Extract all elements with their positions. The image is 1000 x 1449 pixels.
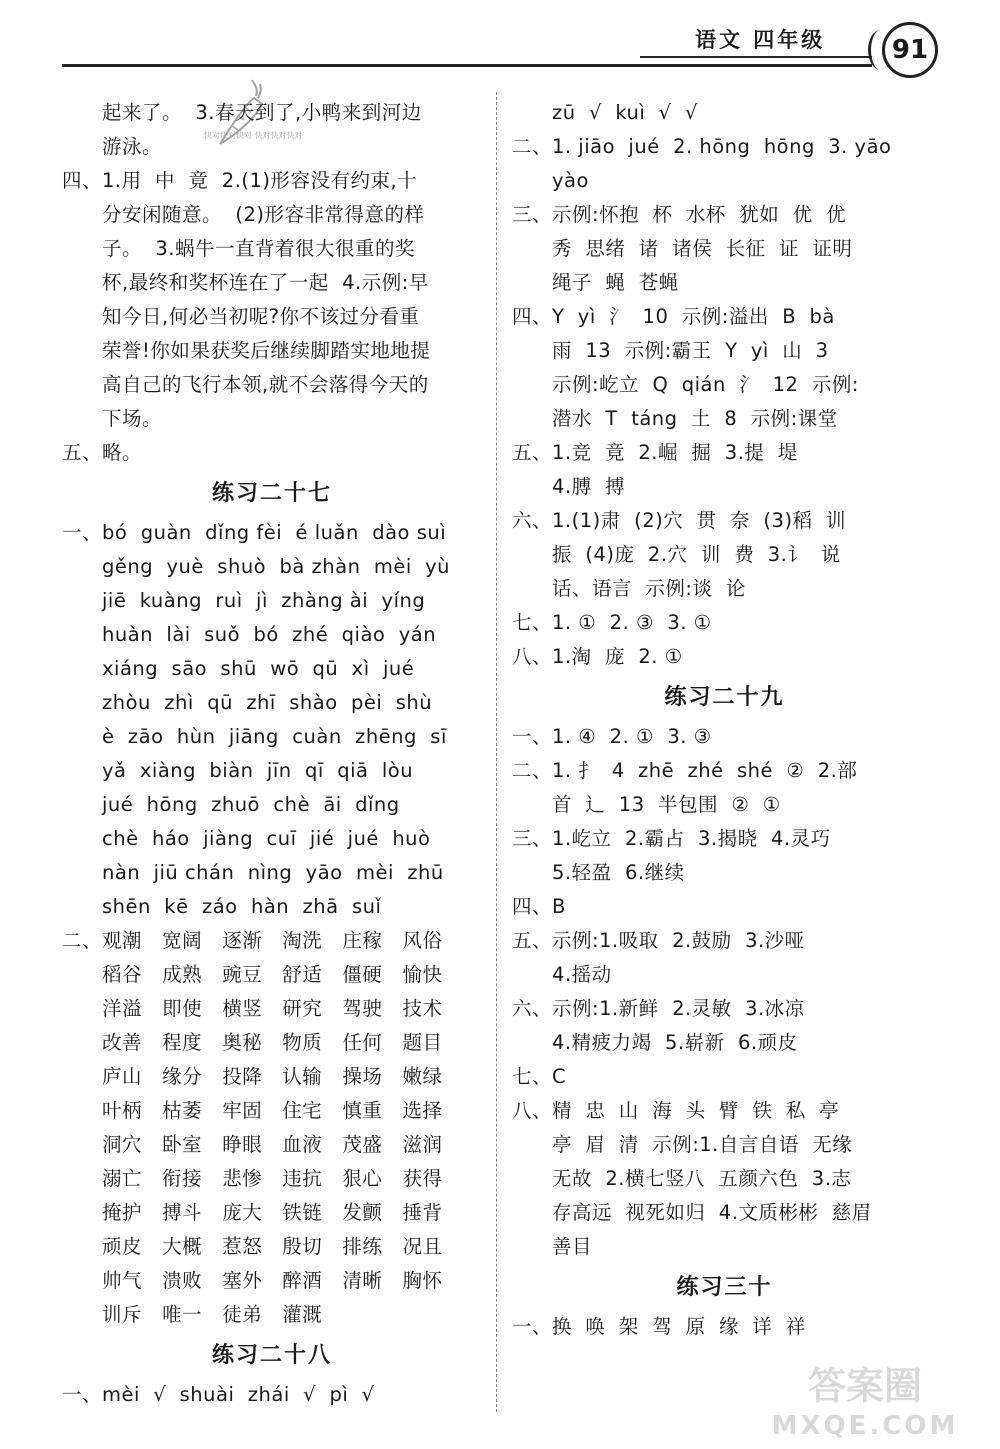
answer-line-continued: 洋溢 即使 横竖 研究 驾驶 技术 <box>102 997 443 1020</box>
answer-line-continued: 秀 思绪 诸 诸侯 长征 证 证明 <box>552 237 853 260</box>
answer-line: 五、示例:1.吸取 2.鼓励 3.沙哑 <box>512 929 805 952</box>
answer-line-continued: 善目 <box>552 1235 593 1258</box>
answer-line-continued: 叶柄 枯萎 牢固 住宅 慎重 选择 <box>102 1099 443 1122</box>
answer-line-continued: 帅气 溃败 塞外 醉酒 清晰 胸怀 <box>102 1269 443 1292</box>
answer-line-continued: 5.轻盈 6.继续 <box>552 861 685 884</box>
answer-line: 六、1.(1)肃 (2)穴 贯 奈 (3)稻 训 <box>512 509 846 532</box>
answer-line-continued: 掩护 搏斗 庞大 铁链 发颤 捶背 <box>102 1201 443 1224</box>
page-header <box>0 0 1000 80</box>
answer-line-continued: zhòu zhì qū zhī shào pèi shù <box>102 691 433 714</box>
answer-line-continued: yǎ xiàng biàn jīn qī qiā lòu <box>102 759 414 782</box>
answer-line: 二、1. 扌 4 zhē zhé shé ② 2.部 <box>512 759 858 782</box>
answer-line: 四、Y yì 氵 10 示例:溢出 B bà <box>512 305 835 328</box>
answer-line-continued: 训斥 唯一 徒弟 灌溉 <box>102 1303 323 1326</box>
stamp-text: 快对快对快对 快对快对快对 <box>204 131 303 140</box>
answer-line-continued: nàn jiū chán nìng yāo mèi zhū <box>102 861 444 884</box>
answer-line-continued: 庐山 缘分 投降 认输 操场 嫩绿 <box>102 1065 443 1088</box>
header-rule <box>62 64 872 67</box>
answer-line-continued: chè háo jiàng cuī jié jué huò <box>102 827 431 850</box>
answer-line-continued: 亭 眉 清 示例:1.自言自语 无缘 <box>552 1133 853 1156</box>
header-title: 语文 四年级 <box>695 28 826 52</box>
answer-line-continued: 杯,最终和奖杯连在了一起 4.示例:早 <box>102 271 429 294</box>
answer-line-continued: gěng yuè shuò bà zhàn mèi yù <box>102 555 451 578</box>
answer-line-continued: 4.摇动 <box>552 963 612 986</box>
answer-line-continued: 知今日,何必当初呢?你不该过分看重 <box>102 305 420 328</box>
answer-line-continued: 雨 13 示例:霸王 Y yì 山 3 <box>552 339 829 362</box>
answer-line-continued: 游泳。 <box>102 135 163 158</box>
answer-line-continued: jué hōng zhuō chè āi dǐng <box>102 793 400 816</box>
answer-line-continued: 话、语言 示例:谈 论 <box>552 577 746 600</box>
answer-line-continued: 溺亡 衔接 悲惨 违抗 狠心 获得 <box>102 1167 443 1190</box>
answer-line: 八、1.淘 庞 2. ① <box>512 645 683 668</box>
answer-line: 八、精 忠 山 海 头 臂 铁 私 亭 <box>512 1099 840 1122</box>
answer-line-continued: yào <box>552 169 589 192</box>
answer-line-continued: 首 辶 13 半包围 ② ① <box>552 793 781 816</box>
answer-line: 四、B <box>512 895 566 918</box>
section-heading: 练习三十 <box>676 1275 773 1300</box>
watermark-logo-text: 答案圈 <box>807 1364 922 1408</box>
answer-line-continued: zū √ kuì √ √ <box>552 101 698 124</box>
answer-line: 六、示例:1.新鲜 2.灵敏 3.冰凉 <box>512 997 805 1020</box>
answer-line-continued: shēn kē záo hàn zhā suǐ <box>102 895 382 918</box>
answer-line: 三、示例:怀抱 杯 水杯 犹如 优 优 <box>512 203 847 226</box>
answer-line-continued: 振 (4)庞 2.穴 训 费 3.讠 说 <box>552 543 841 566</box>
answer-line-continued: 洞穴 卧室 睁眼 血液 茂盛 滋润 <box>102 1133 443 1156</box>
answer-line: 一、1. ④ 2. ① 3. ③ <box>512 725 712 748</box>
answer-line-continued: 绳子 蝇 苍蝇 <box>552 271 679 294</box>
answer-line: 七、C <box>512 1065 567 1088</box>
answer-line-continued: 潜水 T táng 土 8 示例:课堂 <box>552 407 838 430</box>
answer-line-continued: 示例:屹立 Q qián 氵 12 示例: <box>552 373 859 396</box>
answer-line-continued: 子。 3.蜗牛一直背着很大很重的奖 <box>102 237 416 260</box>
answer-line-continued: xiáng sāo shū wō qū xì jué <box>102 657 415 680</box>
site-watermark <box>770 1366 960 1444</box>
answer-line-continued: 下场。 <box>102 407 163 430</box>
answer-line-continued: 存高远 视死如归 4.文质彬彬 慈眉 <box>552 1201 872 1224</box>
answer-line-continued: 分安闲随意。 (2)形容非常得意的样 <box>102 203 425 226</box>
answer-line-continued: 荣誉!你如果获奖后继续脚踏实地地提 <box>102 339 431 362</box>
answer-line: 三、1.屹立 2.霸占 3.揭晓 4.灵巧 <box>512 827 831 850</box>
answer-line: 二、1. jiāo jué 2. hōng hōng 3. yāo <box>512 135 892 158</box>
answer-line: 四、1.用 中 竟 2.(1)形容没有约束,十 <box>62 169 418 192</box>
page-number: 91 <box>882 22 938 78</box>
section-heading: 练习二十七 <box>211 481 332 506</box>
answer-line: 一、mèi √ shuài zhái √ pì √ <box>62 1383 375 1406</box>
column-divider <box>496 92 497 1412</box>
answer-line: 七、1. ① 2. ③ 3. ① <box>512 611 712 634</box>
section-heading: 练习二十八 <box>211 1343 332 1368</box>
answer-line-continued: jiē kuàng ruì jì zhàng ài yíng <box>102 589 426 612</box>
right-column <box>512 96 937 1344</box>
answer-line: 二、观潮 宽阔 逐渐 淘洗 庄稼 风俗 <box>62 929 443 952</box>
answer-line-continued: 高自己的飞行本领,就不会落得今天的 <box>102 373 429 396</box>
header-rule-thin <box>640 56 872 58</box>
watermark-domain: MXQE.COM <box>771 1411 959 1441</box>
answer-line-continued: 无故 2.横七竖八 五颜六色 3.志 <box>552 1167 852 1190</box>
answer-line-continued: 4.精疲力竭 5.崭新 6.顽皮 <box>552 1031 798 1054</box>
answer-line-continued: 起来了。 3.春天到了,小鸭来到河边 <box>102 101 422 124</box>
answer-line-continued: 改善 程度 奥秘 物质 任何 题目 <box>102 1031 443 1054</box>
left-column <box>62 96 482 1412</box>
answer-line: 五、1.竞 竟 2.崛 掘 3.提 堤 <box>512 441 798 464</box>
section-heading: 练习二十九 <box>664 685 785 710</box>
answer-line-continued: è zāo hùn jiāng cuàn zhēng sī <box>102 725 447 748</box>
answer-line: 一、bó guàn dǐng fèi é luǎn dào suì <box>62 521 447 544</box>
answer-line-continued: 4.膊 搏 <box>552 475 626 498</box>
answer-line-continued: 稻谷 成熟 豌豆 舒适 僵硬 愉快 <box>102 963 443 986</box>
answer-line-continued: 顽皮 大概 惹怒 殷切 排练 况且 <box>102 1235 443 1258</box>
answer-line: 一、换 唤 架 驾 原 缘 详 祥 <box>512 1315 820 1338</box>
answer-line: 五、略。 <box>62 441 143 464</box>
answer-line-continued: huàn lài suǒ bó zhé qiào yán <box>102 623 437 646</box>
